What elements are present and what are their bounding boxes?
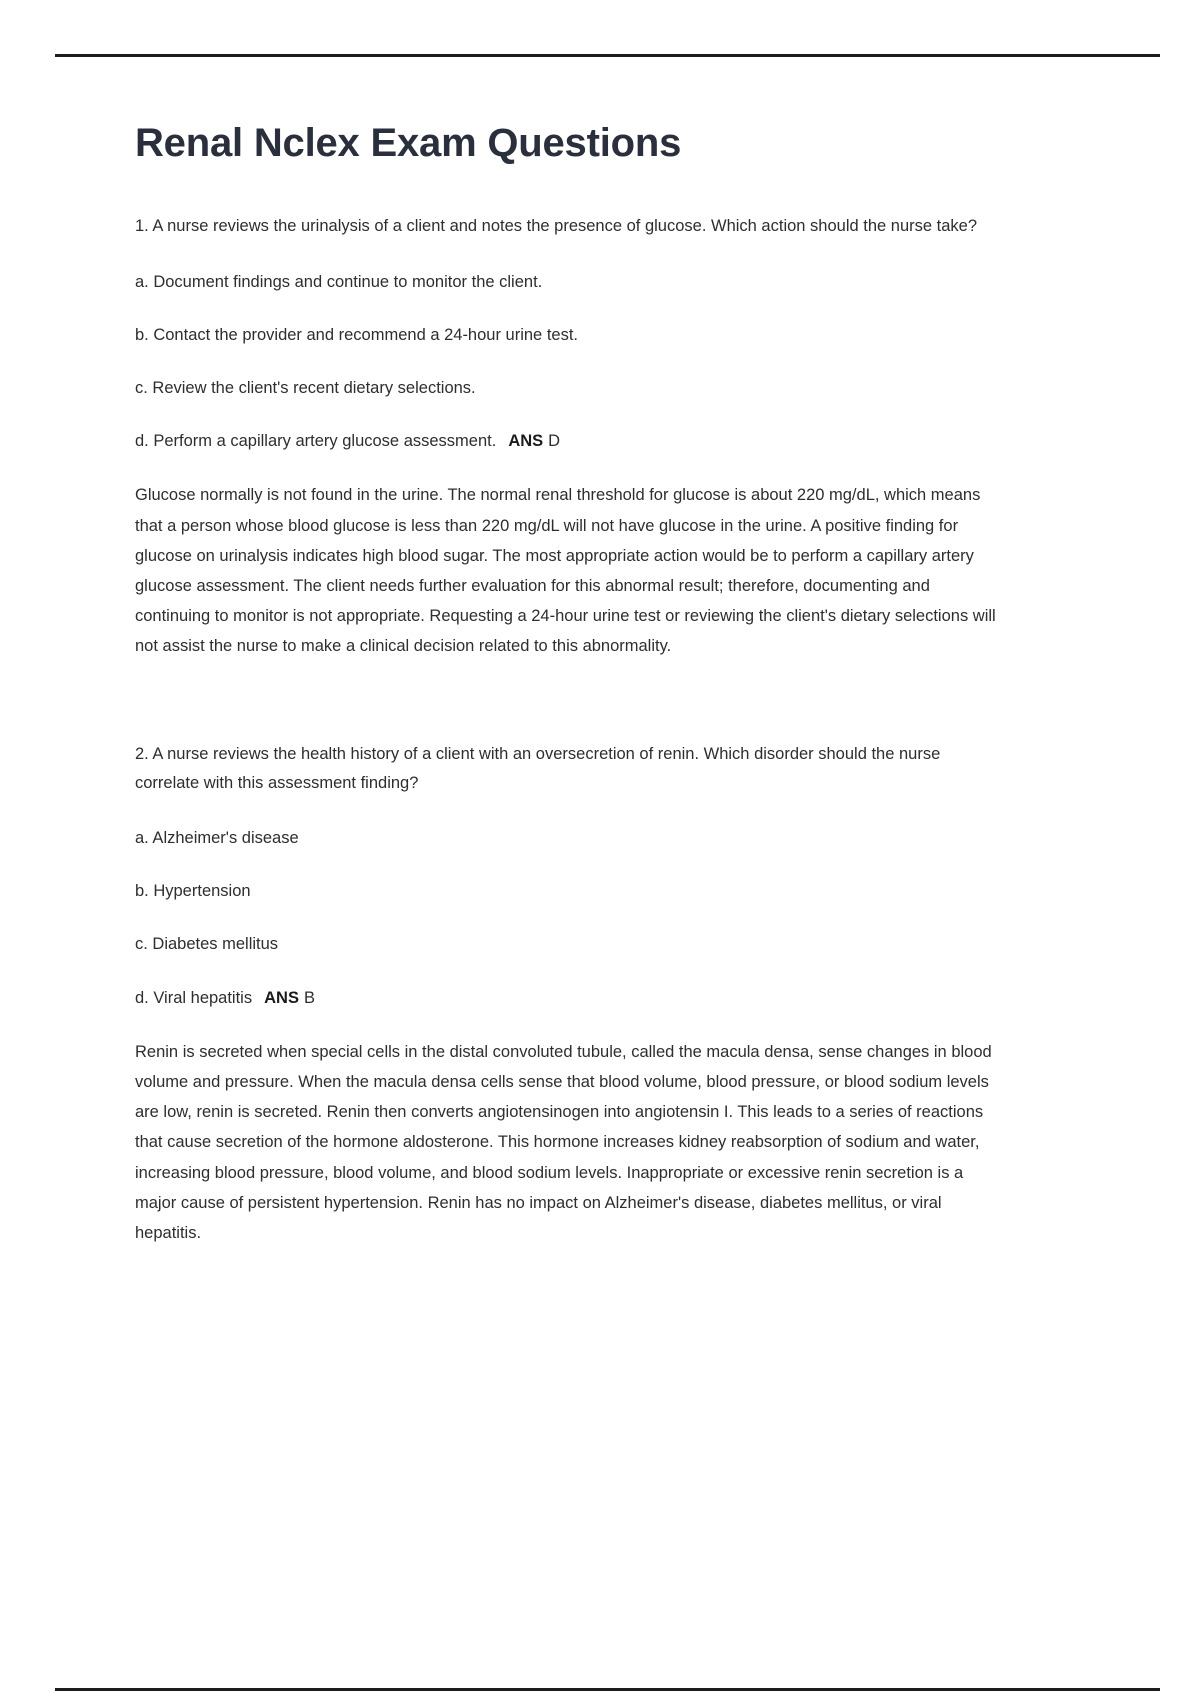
question-1-answer-label: ANS (508, 432, 544, 451)
top-divider-rule (55, 54, 1160, 57)
question-block-2 (135, 740, 1010, 1249)
question-1-option-d[interactable] (135, 427, 1010, 456)
section-spacer (135, 662, 1010, 740)
question-2-answer-label: ANS (264, 988, 299, 1007)
document-content (135, 120, 1010, 1248)
question-2-option-c[interactable]: c. Diabetes mellitus (135, 935, 279, 954)
page-title: Renal Nclex Exam Questions (135, 121, 682, 165)
question-1-option-a[interactable]: a. Document findings and continue to monitor the client. (135, 272, 543, 291)
question-block-1 (135, 212, 1010, 661)
question-1-answer-letter: D (548, 432, 561, 451)
question-2-stem: 2. A nurse reviews the health history of a client with an oversecretion of renin. Which disorder should the nurse correlate with this assessment finding? (135, 744, 941, 792)
question-1-option-b[interactable]: b. Contact the provider and recommend a 24-hour urine test. (135, 325, 578, 344)
question-2-option-d-text: d. Viral hepatitis (135, 988, 253, 1007)
question-1-rationale: Glucose normally is not found in the urine. The normal renal threshold for glucose is about 220 mg/dL, which means that a person whose blood glucose is less than 220 mg/dL will not have glucose in the urine. A positive finding for glucose on urinalysis indicates high blood sugar. The most appropriate action would be to perform a capillary artery glucose assessment. The client needs further evaluation for this abnormal result; therefore, documenting and continuing to monitor is not appropriate. Requesting a 24-hour urine test or reviewing the client's dietary selections will not assist the nurse to make a clinical decision related to this abnormality. (135, 486, 996, 656)
question-2-option-b[interactable]: b. Hypertension (135, 882, 251, 901)
question-2-rationale: Renin is secreted when special cells in the distal convoluted tubule, called the macula densa, sense changes in blood volume and pressure. When the macula densa cells sense that blood volume, blood pressure, or blood sodium levels are low, renin is secreted. Renin then converts angiotensinogen into angiotensin I. This leads to a series of reactions that cause secretion of the hormone aldosterone. This hormone increases kidney reabsorption of sodium and water, increasing blood pressure, blood volume, and blood sodium levels. Inappropriate or excessive renin secretion is a major cause of persistent hypertension. Renin has no impact on Alzheimer's disease, diabetes mellitus, or viral hepatitis. (135, 1042, 992, 1242)
question-2-answer-letter: B (303, 988, 315, 1007)
question-1-stem: 1. A nurse reviews the urinalysis of a client and notes the presence of glucose. Which action should the nurse take? (135, 217, 977, 236)
question-1-option-d-text: d. Perform a capillary artery glucose assessment. (135, 432, 497, 451)
bottom-divider-rule (55, 1688, 1160, 1691)
question-2-option-d[interactable] (135, 984, 1010, 1013)
question-2-option-a[interactable]: a. Alzheimer's disease (135, 828, 299, 847)
question-1-option-c[interactable]: c. Review the client's recent dietary selections. (135, 379, 476, 397)
